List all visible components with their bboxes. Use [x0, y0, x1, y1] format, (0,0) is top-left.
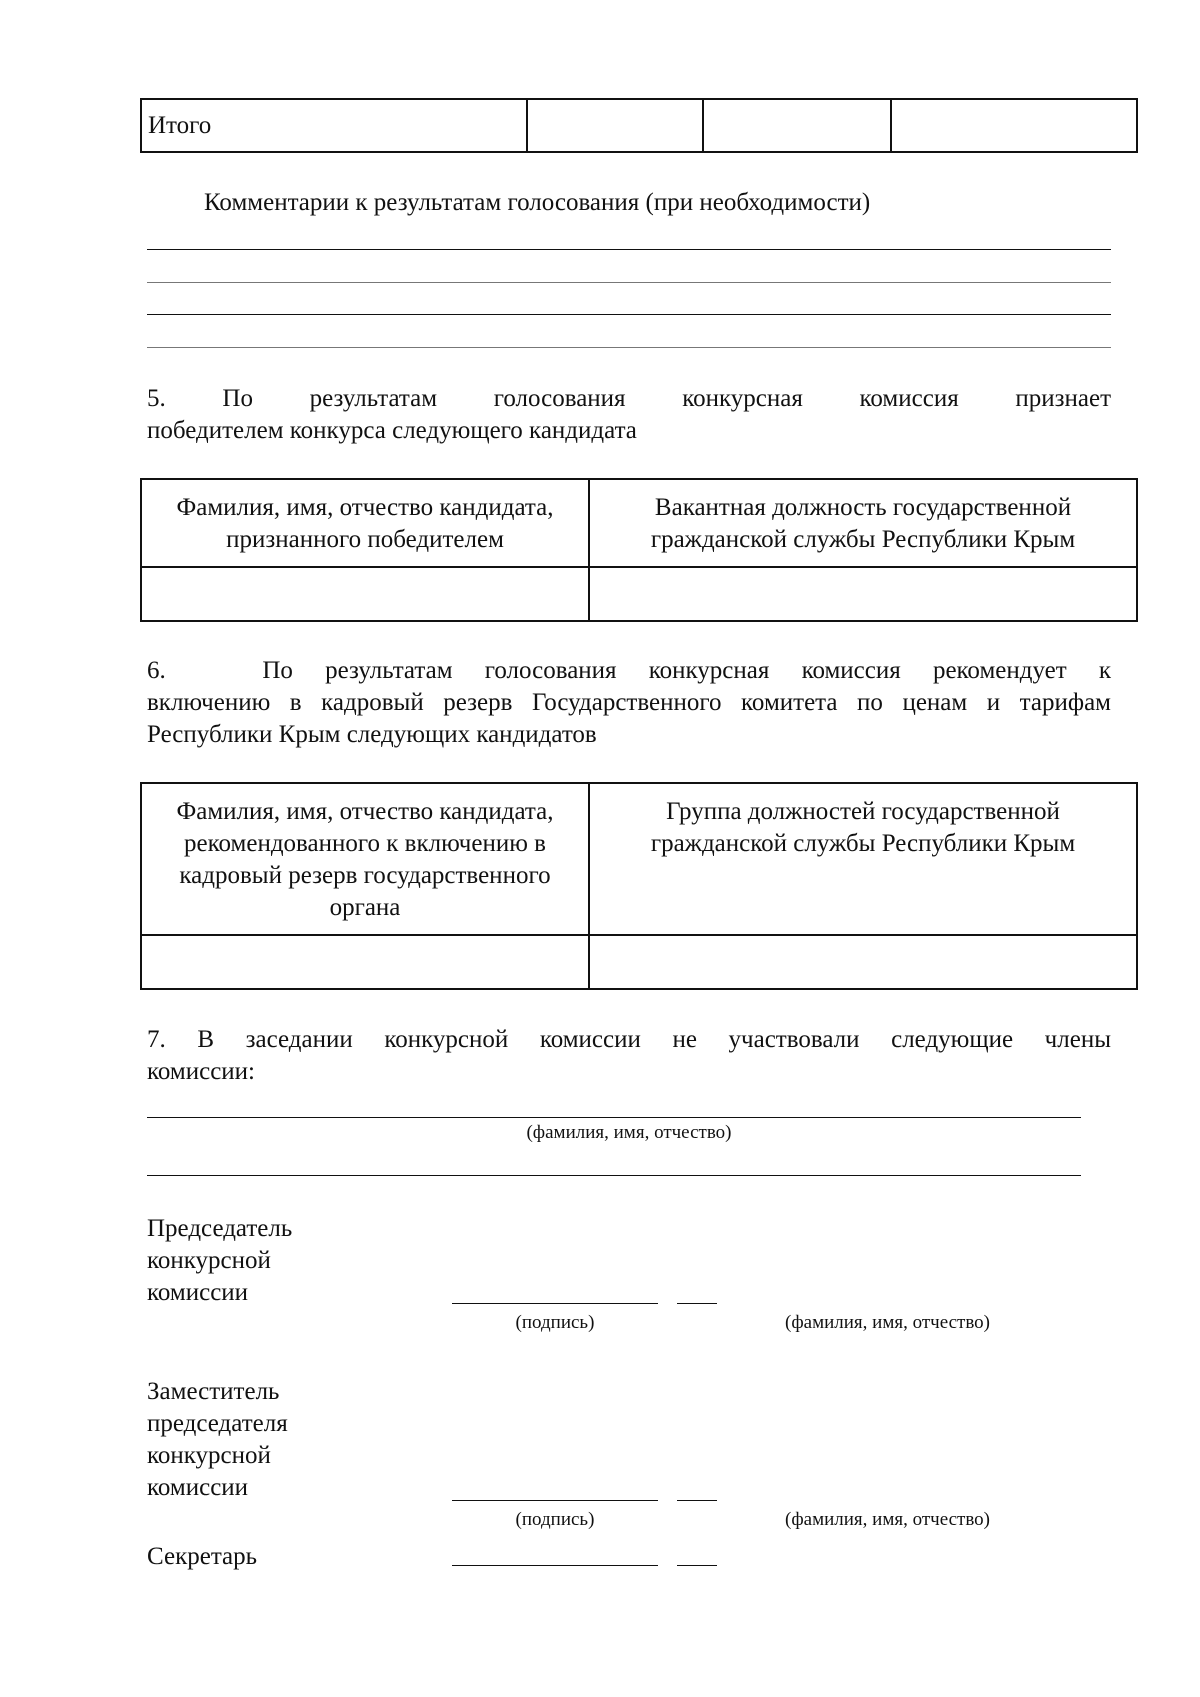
- section6-paragraph-line1: 6. По результатам голосования конкурсная комиссия рекомендует к: [147, 657, 1111, 684]
- reserve-col1-header-line2: рекомендованного к включению в: [184, 830, 546, 857]
- deputy-label-line2: председателя: [147, 1410, 288, 1437]
- chairman-label: [147, 1213, 292, 1309]
- winner-col2-header-line2: гражданской службы Республики Крым: [650, 526, 1076, 553]
- winner-col1-header: [141, 479, 589, 567]
- total-label-cell: [141, 99, 527, 152]
- winner-col2-header-line1: Вакантная должность государственной: [654, 494, 1072, 521]
- chairman-name-caption: (фамилия, имя, отчество): [785, 1312, 991, 1333]
- deputy-label-line4: комиссии: [147, 1474, 249, 1501]
- deputy-signature-line[interactable]: [452, 1500, 658, 1501]
- chairman-date-line[interactable]: [677, 1303, 717, 1304]
- winner-name-cell[interactable]: [141, 567, 589, 621]
- chairman-signature-caption: (подпись): [515, 1312, 595, 1333]
- section7-paragraph-line1: 7. В заседании конкурсной комиссии не участвовали следующие члены: [147, 1026, 1111, 1053]
- section6-paragraph-line3: Республики Крым следующих кандидатов: [147, 721, 597, 748]
- secretary-label: Секретарь: [147, 1543, 258, 1570]
- section5-paragraph-line1: 5. По результатам голосования конкурсная комиссия признает: [147, 385, 1111, 412]
- chairman-label-line3: комиссии: [147, 1279, 249, 1306]
- deputy-label-line3: конкурсной: [147, 1442, 271, 1469]
- comments-label: Комментарии к результатам голосования (при необходимости): [204, 189, 871, 216]
- reserve-col1-header-line3: кадровый резерв государственного: [179, 862, 551, 889]
- reserve-col1-header-line4: органа: [329, 894, 401, 921]
- winner-table: [140, 478, 1138, 622]
- section7-paragraph-line2: комиссии:: [147, 1058, 255, 1085]
- deputy-label-line1: Заместитель: [147, 1378, 280, 1405]
- section5-paragraph-line2: победителем конкурса следующего кандидата: [147, 417, 637, 444]
- secretary-date-line[interactable]: [677, 1565, 717, 1566]
- total-cell-3[interactable]: [703, 99, 891, 152]
- winner-position-cell[interactable]: [589, 567, 1137, 621]
- comment-line-2[interactable]: [147, 282, 1111, 283]
- deputy-signature-caption: (подпись): [515, 1509, 595, 1530]
- deputy-label: [147, 1376, 288, 1504]
- reserve-col2-header-line2: гражданской службы Республики Крым: [650, 830, 1076, 857]
- reserve-col2-header: [589, 783, 1137, 935]
- section6-paragraph-line2: включению в кадровый резерв Государственного комитета по ценам и тарифам: [147, 689, 1111, 716]
- reserve-col1-header-line1: Фамилия, имя, отчество кандидата,: [176, 798, 554, 825]
- total-cell-4[interactable]: [891, 99, 1137, 152]
- chairman-signature-line[interactable]: [452, 1303, 658, 1304]
- total-label: Итого: [148, 111, 212, 139]
- reserve-col1-header: [141, 783, 589, 935]
- winner-col1-header-line2: признанного победителем: [226, 526, 504, 553]
- deputy-date-line[interactable]: [677, 1500, 717, 1501]
- deputy-name-caption: (фамилия, имя, отчество): [785, 1509, 991, 1530]
- winner-col1-header-line1: Фамилия, имя, отчество кандидата,: [176, 494, 554, 521]
- comment-line-1[interactable]: [147, 249, 1111, 250]
- chairman-label-line1: Председатель: [147, 1215, 293, 1242]
- secretary-signature-line[interactable]: [452, 1565, 658, 1566]
- reserve-table: [140, 782, 1138, 990]
- comment-line-3[interactable]: [147, 314, 1111, 315]
- reserve-group-cell[interactable]: [589, 935, 1137, 989]
- reserve-col2-header-line1: Группа должностей государственной: [666, 798, 1060, 825]
- absent-members-line[interactable]: [147, 1117, 1081, 1118]
- total-cell-2[interactable]: [527, 99, 703, 152]
- summary-table: [140, 98, 1138, 153]
- absent-members-caption: (фамилия, имя, отчество): [526, 1122, 732, 1143]
- comment-line-4[interactable]: [147, 347, 1111, 348]
- winner-col2-header: [589, 479, 1137, 567]
- reserve-name-cell[interactable]: [141, 935, 589, 989]
- chairman-label-line2: конкурсной: [147, 1247, 271, 1274]
- absent-members-line-2[interactable]: [147, 1175, 1081, 1176]
